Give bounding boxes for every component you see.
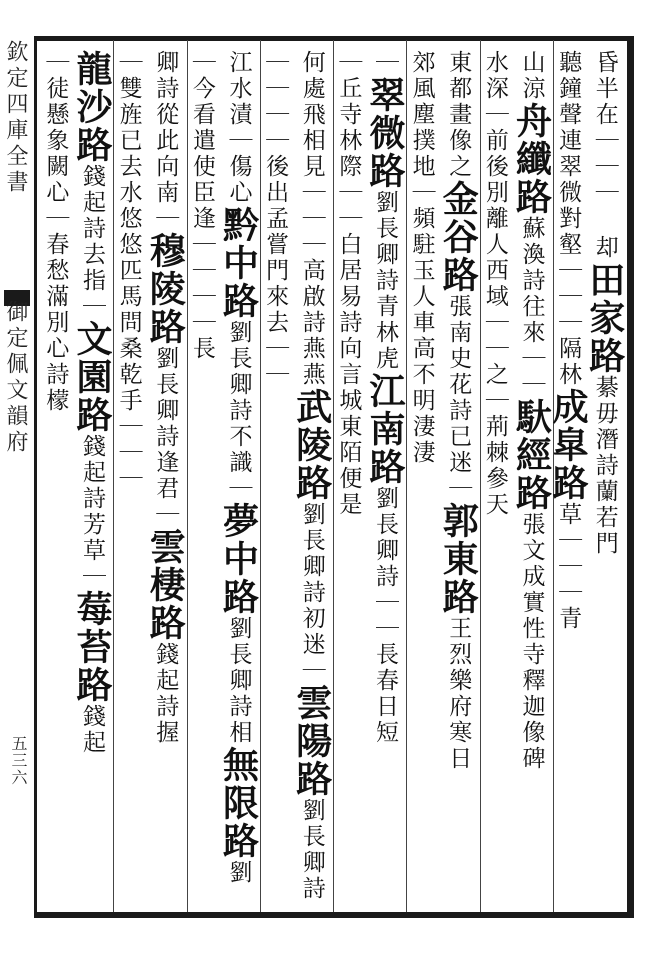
entry-heading: 郭東路 bbox=[437, 502, 480, 616]
entry-text: 劉長卿詩相 bbox=[225, 616, 252, 746]
text-column bbox=[70, 50, 113, 910]
text-column bbox=[437, 50, 480, 910]
entry-heading: 金谷路 bbox=[437, 180, 480, 294]
text-column bbox=[290, 50, 333, 910]
text-column bbox=[261, 50, 295, 910]
entry-text: 錢起詩去指｜ bbox=[78, 164, 105, 320]
text-column bbox=[41, 50, 75, 910]
entry-text: ｜頻駐玉人車 bbox=[408, 180, 435, 336]
entry-text: 聽鐘聲連翠微 bbox=[555, 50, 582, 206]
entry-text: ｜前後別離人 bbox=[481, 102, 508, 258]
entry-text: 劉長卿詩不識｜ bbox=[225, 320, 252, 502]
text-column bbox=[583, 50, 626, 910]
text-column bbox=[334, 50, 368, 910]
entry-text: 何處飛相見 bbox=[298, 50, 325, 180]
entry-text: 江水漬 bbox=[225, 50, 252, 128]
entry-text: 匹馬問桑乾 bbox=[115, 258, 142, 388]
entry-heading: 翠微路 bbox=[363, 76, 406, 190]
entry-heading: 雲陽路 bbox=[290, 684, 333, 798]
entry-text: 錢起 bbox=[78, 704, 105, 756]
entry-text: ｜｜｜｜ bbox=[262, 50, 289, 154]
entry-text: 手｜｜｜ bbox=[115, 388, 142, 492]
entry-text: 詩檬 bbox=[42, 362, 69, 414]
entry-text: 丘寺林際｜｜ bbox=[335, 76, 362, 232]
entry-heading: 莓苔路 bbox=[70, 590, 113, 704]
entry-text: 白居易詩向言城東陌便是 bbox=[335, 232, 362, 518]
entry-text: 對壑｜｜｜隔林 bbox=[555, 206, 582, 388]
entry-heading: 馱經路 bbox=[510, 398, 553, 512]
entry-text: 水深 bbox=[481, 50, 508, 102]
entry-text: ｜｜｜高啟詩燕燕 bbox=[298, 180, 325, 388]
entry-heading: 舟纖路 bbox=[510, 102, 553, 216]
entry-text: 劉長卿詩初迷｜ bbox=[298, 502, 325, 684]
entry-text: 張文成實性寺釋迦像碑 bbox=[518, 512, 545, 772]
entry-heading: 黔中路 bbox=[217, 206, 260, 320]
entry-heading: 無限路 bbox=[217, 746, 260, 860]
entry-heading: 武陵路 bbox=[290, 388, 333, 502]
text-column bbox=[547, 50, 590, 910]
entry-text: ｜ bbox=[188, 50, 215, 76]
entry-text: 高不明淒淒 bbox=[408, 336, 435, 466]
entry-text: 逢｜｜｜｜ bbox=[188, 206, 215, 336]
collection-title: 欽定四庫全書 bbox=[3, 40, 28, 196]
entry-text: ｜春愁滿別心 bbox=[42, 206, 69, 362]
entry-heading: 穆陵路 bbox=[144, 232, 187, 346]
margin-label-lower bbox=[0, 300, 30, 720]
entry-text: 來去｜｜ bbox=[262, 284, 289, 388]
entry-text: 蘇渙詩往來｜｜ bbox=[518, 216, 545, 398]
entry-text: 劉長卿詩｜｜長春日短 bbox=[371, 486, 398, 746]
book-title: 御定佩文韻府 bbox=[3, 300, 28, 456]
entry-heading: 成皐路 bbox=[547, 388, 590, 502]
entry-text: 劉長卿詩 bbox=[298, 798, 325, 902]
frame-right-border bbox=[627, 36, 634, 918]
entry-text: 綦毋潛詩蘭若門 bbox=[591, 375, 618, 557]
page-number: 五三六 bbox=[9, 735, 28, 786]
entry-text: 山涼 bbox=[518, 50, 545, 102]
text-column bbox=[115, 50, 149, 910]
entry-text: 後出孟嘗門 bbox=[262, 154, 289, 284]
entry-text: ｜ bbox=[115, 50, 142, 76]
entry-text: 錢起詩握 bbox=[152, 642, 179, 746]
entry-text: 昏半在｜｜｜ 却 bbox=[591, 50, 618, 261]
entry-text: 郊風塵撲地 bbox=[408, 50, 435, 180]
entry-text: 劉長卿詩青林虎 bbox=[371, 190, 398, 372]
text-column bbox=[481, 50, 515, 910]
entry-text: 草｜｜｜青 bbox=[555, 502, 582, 632]
entry-text: ｜傷心 bbox=[225, 128, 252, 206]
entry-text: 長 bbox=[188, 336, 215, 362]
text-column bbox=[408, 50, 442, 910]
entry-text: 今看遣使臣 bbox=[188, 76, 215, 206]
entry-text: ｜ bbox=[371, 50, 398, 76]
entry-text: 王烈樂府寒日 bbox=[445, 616, 472, 772]
text-column bbox=[510, 50, 553, 910]
entry-heading: 雲棲路 bbox=[144, 528, 187, 642]
frame-top-border bbox=[36, 36, 632, 41]
entry-heading: 文園路 bbox=[70, 320, 113, 434]
frame-bottom-border bbox=[36, 912, 632, 918]
entry-text: 劉長卿詩逢君｜ bbox=[152, 346, 179, 528]
text-column bbox=[363, 50, 406, 910]
entry-text: 東都畫像之 bbox=[445, 50, 472, 180]
text-column bbox=[217, 50, 260, 910]
entry-text: ｜徒懸象闕心 bbox=[42, 50, 69, 206]
entry-heading: 江南路 bbox=[363, 372, 406, 486]
entry-text: 西域｜｜之｜荊棘參天 bbox=[481, 258, 508, 518]
entry-text: 張南史花詩已迷｜ bbox=[445, 294, 472, 502]
text-column bbox=[144, 50, 187, 910]
entry-text: 卿詩從此向南｜ bbox=[152, 50, 179, 232]
entry-text: ｜ bbox=[335, 50, 362, 76]
entry-heading: 夢中路 bbox=[217, 502, 260, 616]
entry-text: 雙旌已去水悠悠 bbox=[115, 76, 142, 258]
entry-text: 劉 bbox=[225, 860, 252, 886]
text-column bbox=[188, 50, 222, 910]
entry-heading: 田家路 bbox=[583, 261, 626, 375]
entry-text: 錢起詩芳草｜ bbox=[78, 434, 105, 590]
entry-heading: 龍沙路 bbox=[70, 50, 113, 164]
